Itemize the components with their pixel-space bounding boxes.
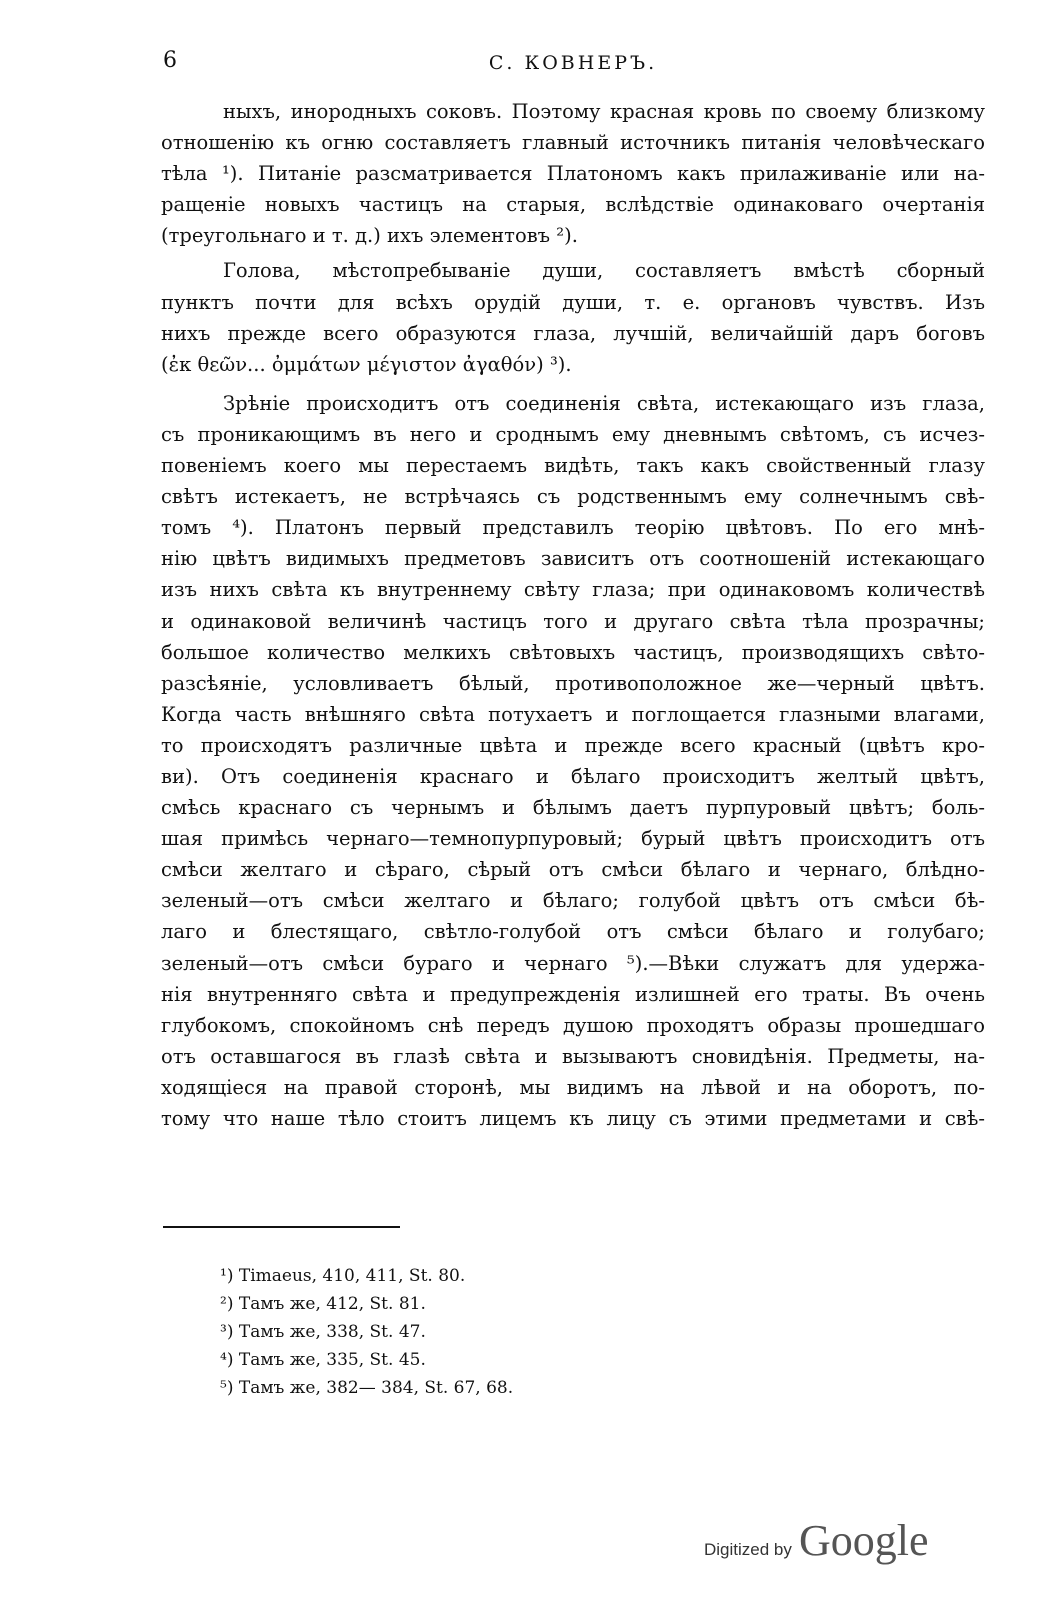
text-line: нію цвѣтъ видимыхъ предметовъ зависитъ отъ соотношеній истекающаго bbox=[161, 547, 985, 571]
text-line: то происходятъ различные цвѣта и прежде всего красный (цвѣтъ кро- bbox=[161, 733, 985, 757]
text-line: ныхъ, инородныхъ соковъ. Поэтому красная кровь по своему близкому bbox=[223, 100, 985, 123]
text-line: пунктъ почти для всѣхъ орудій души, т. е. органовъ чувствъ. Изъ bbox=[161, 290, 985, 314]
text-line: свѣтъ истекаетъ, не встрѣчаясь съ родственнымъ ему солнечнымъ свѣ- bbox=[161, 485, 985, 509]
text-line: съ проникающимъ въ него и сроднымъ ему дневнымъ свѣтомъ, съ исчез- bbox=[161, 422, 985, 446]
text-line: тѣла ¹). Питаніе разсматривается Платономъ какъ прилаживаніе или на- bbox=[161, 162, 985, 186]
text-line: отношенію къ огню составляетъ главный источникъ питанія человѣческаго bbox=[161, 131, 985, 155]
paragraph-3 bbox=[161, 388, 985, 1134]
text-line: Голова, мѣстопребываніе души, составляетъ вмѣстѣ сборный bbox=[223, 259, 985, 283]
google-logo: Google bbox=[798, 1516, 929, 1565]
text-line: лаго и блестящаго, свѣтло-голубой отъ смѣси бѣлаго и голубаго; bbox=[161, 920, 985, 944]
text-line: смѣсь краснаго съ чернымъ и бѣлымъ даетъ пурпуровый цвѣтъ; боль- bbox=[161, 796, 985, 820]
text-line: повеніемъ коего мы перестаемъ видѣть, такъ какъ свойственный глазу bbox=[161, 454, 985, 478]
text-line: зеленый—отъ смѣси бураго и чернаго ⁵).—Вѣки служатъ для удержа- bbox=[161, 951, 985, 975]
footnote-divider bbox=[163, 1226, 400, 1228]
footnote-2: ²) Тамъ же, 412, St. 81. bbox=[220, 1294, 426, 1314]
footnote-5: ⁵) Тамъ же, 382— 384, St. 67, 68. bbox=[220, 1378, 514, 1398]
text-line: большое количество мелкихъ свѣтовыхъ частицъ, производящихъ свѣто- bbox=[161, 640, 985, 664]
footnote-1: ¹) Timaeus, 410, 411, St. 80. bbox=[220, 1266, 466, 1286]
text-line: Когда часть внѣшняго свѣта потухаетъ и поглощается глазными влагами, bbox=[161, 702, 985, 726]
text-line: глубокомъ, спокойномъ снѣ передъ душою проходятъ образы прошедшаго bbox=[161, 1013, 985, 1037]
paragraph-1 bbox=[161, 96, 985, 251]
text-line: ви). Отъ соединенія краснаго и бѣлаго происходитъ желтый цвѣтъ, bbox=[161, 764, 985, 788]
text-line: и одинаковой величинѣ частицъ того и другаго свѣта тѣла прозрачны; bbox=[161, 609, 985, 633]
page-header bbox=[163, 46, 983, 80]
text-line: изъ нихъ свѣта къ внутреннему свѣту глаза; при одинаковомъ количествѣ bbox=[161, 578, 985, 602]
text-line: смѣси желтаго и сѣраго, сѣрый отъ смѣси бѣлаго и чернаго, блѣдно- bbox=[161, 858, 985, 882]
digitized-by-text: Digitized by bbox=[704, 1540, 792, 1559]
text-line: тому что наше тѣло стоитъ лицемъ къ лицу съ этими предметами и свѣ- bbox=[161, 1107, 985, 1130]
running-title: С. КОВНЕРЪ. bbox=[488, 52, 658, 74]
text-line: нія внутренняго свѣта и предупрежденія излишней его траты. Въ очень bbox=[161, 982, 985, 1006]
body-text bbox=[161, 96, 985, 1134]
text-line: (ἐκ θεῶν... ὀμμάτων μέγιστον ἀγαθόν) ³). bbox=[161, 352, 572, 376]
text-line: отъ оставшагося въ глазѣ свѣта и вызываютъ сновидѣнія. Предметы, на- bbox=[161, 1044, 985, 1068]
footnotes bbox=[220, 1262, 720, 1402]
footnote-3: ³) Тамъ же, 338, St. 47. bbox=[220, 1322, 426, 1342]
paragraph-2 bbox=[161, 255, 985, 379]
text-line: ходящіеся на правой сторонѣ, мы видимъ на лѣвой и на оборотъ, по- bbox=[161, 1075, 985, 1099]
text-line: разсѣяніе, условливаетъ бѣлый, противоположное же—черный цвѣтъ. bbox=[161, 671, 985, 695]
text-line: ращеніе новыхъ частицъ на старыя, вслѣдствіе одинаковаго очертанія bbox=[161, 193, 985, 217]
text-line: шая примѣсь чернаго—темнопурпуровый; бурый цвѣтъ происходитъ отъ bbox=[161, 827, 985, 851]
text-line: зеленый—отъ смѣси желтаго и бѣлаго; голубой цвѣтъ отъ смѣси бѣ- bbox=[161, 889, 985, 913]
text-line: томъ ⁴). Платонъ первый представилъ теорію цвѣтовъ. По его мнѣ- bbox=[161, 516, 985, 540]
page-number: 6 bbox=[163, 48, 177, 73]
text-line: Зрѣніе происходитъ отъ соединенія свѣта, истекающаго изъ глаза, bbox=[223, 391, 985, 415]
text-line: (треугольнаго и т. д.) ихъ элементовъ ²). bbox=[161, 224, 578, 248]
footnote-4: ⁴) Тамъ же, 335, St. 45. bbox=[220, 1350, 426, 1370]
text-line: нихъ прежде всего образуются глаза, лучшій, величайшій даръ боговъ bbox=[161, 321, 985, 345]
digitized-watermark bbox=[704, 1515, 929, 1575]
